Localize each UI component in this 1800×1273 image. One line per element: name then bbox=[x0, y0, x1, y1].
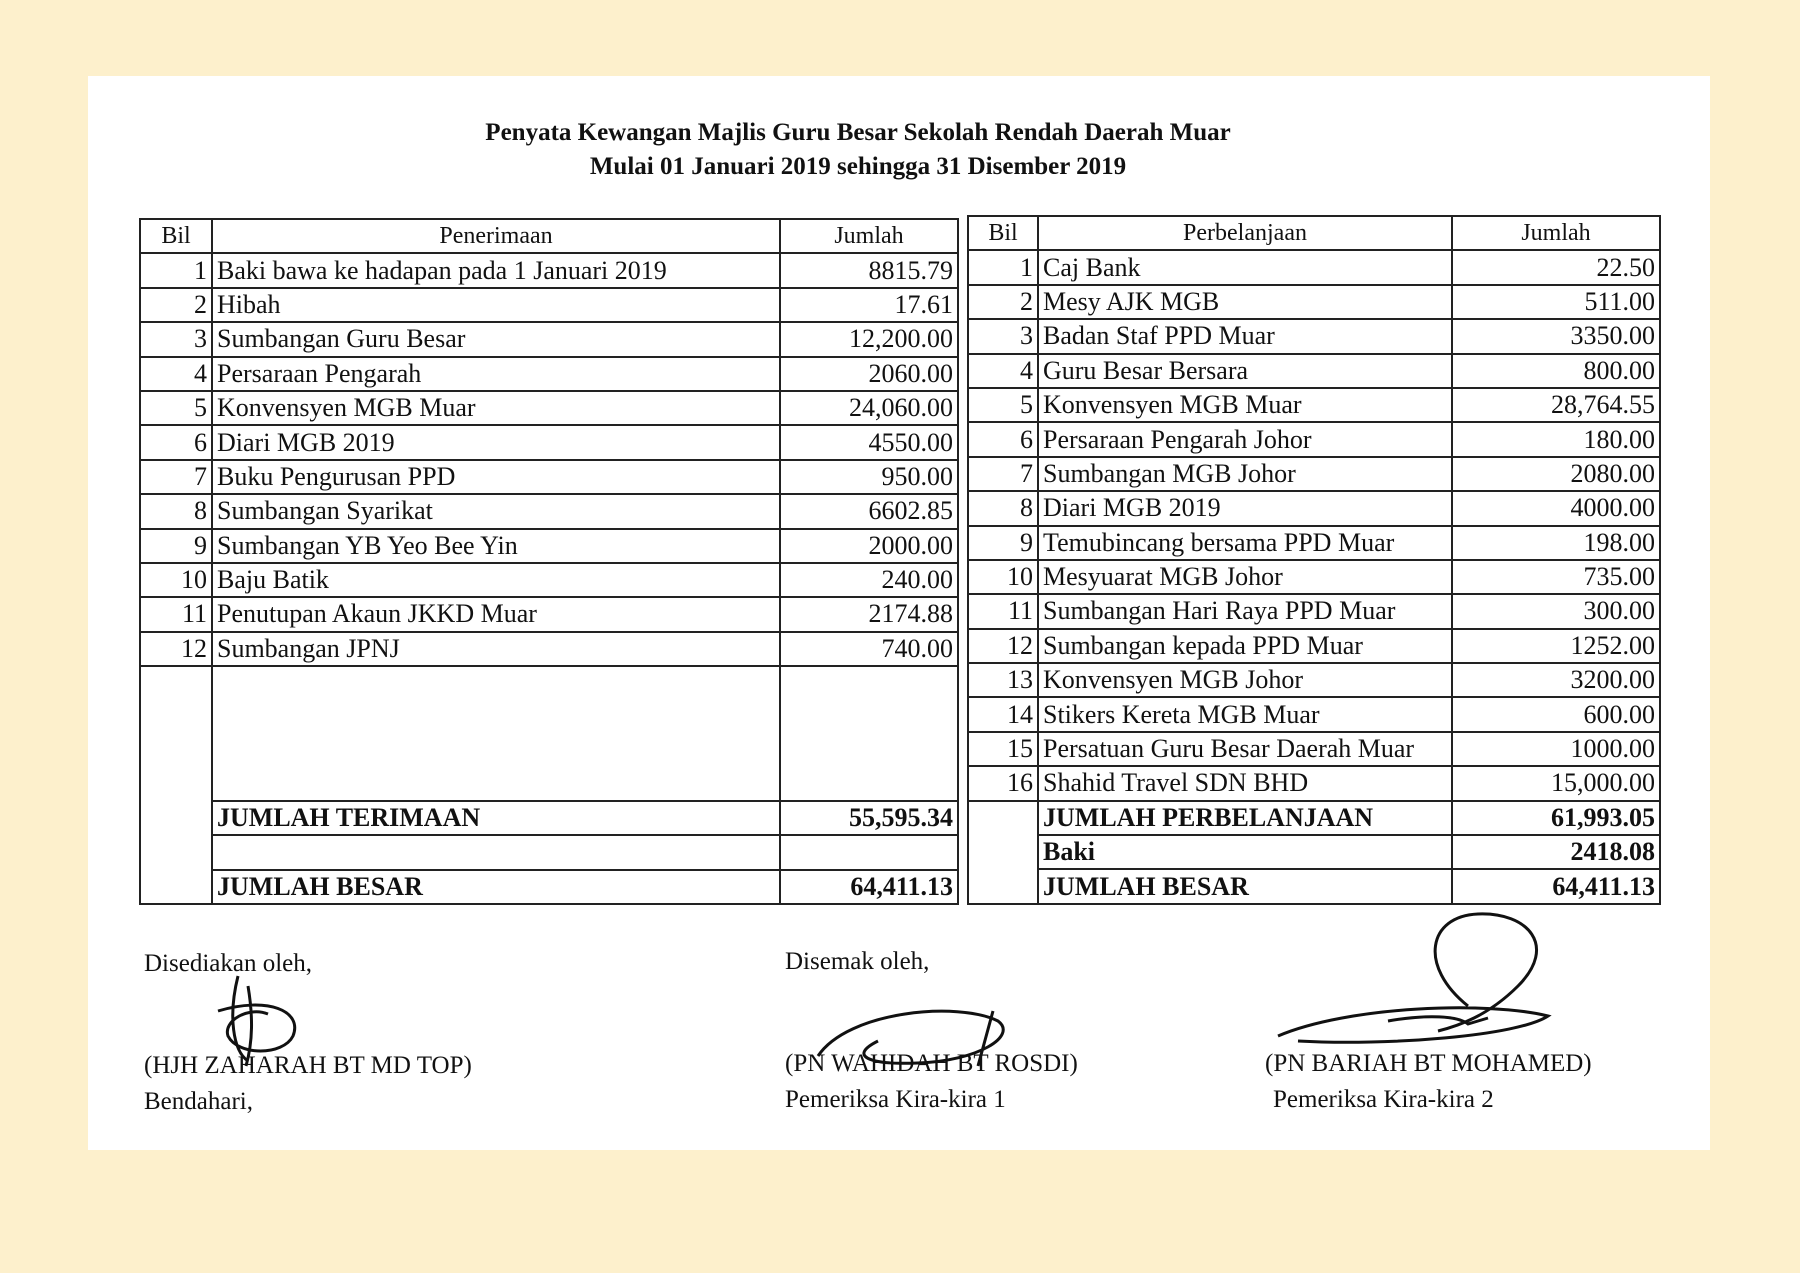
receipts-cell-amount: 17.61 bbox=[780, 288, 958, 322]
expenses-total-label: JUMLAH PERBELANJAAN bbox=[1038, 801, 1452, 835]
prepared-by-role: Bendahari, bbox=[144, 1088, 253, 1115]
receipts-empty-item bbox=[212, 835, 780, 869]
receipts-header-row bbox=[140, 219, 958, 253]
expenses-header-row bbox=[968, 216, 1660, 250]
expenses-row bbox=[968, 457, 1660, 491]
expenses-cell-bil: 1 bbox=[968, 250, 1038, 284]
receipts-total-amount: 55,595.34 bbox=[780, 801, 958, 835]
receipts-cell-amount: 12,200.00 bbox=[780, 322, 958, 356]
expenses-row bbox=[968, 354, 1660, 388]
receipts-blank-amount bbox=[780, 666, 958, 801]
expenses-row bbox=[968, 526, 1660, 560]
expenses-cell-item: Shahid Travel SDN BHD bbox=[1038, 766, 1452, 800]
receipts-cell-item: Penutupan Akaun JKKD Muar bbox=[212, 597, 780, 631]
expenses-grand-label: JUMLAH BESAR bbox=[1038, 869, 1452, 903]
expenses-cell-amount: 15,000.00 bbox=[1452, 766, 1660, 800]
expenses-cell-bil: 15 bbox=[968, 732, 1038, 766]
expenses-cell-amount: 300.00 bbox=[1452, 594, 1660, 628]
receipts-cell-bil: 8 bbox=[140, 494, 212, 528]
receipts-row bbox=[140, 391, 958, 425]
expenses-cell-bil: 2 bbox=[968, 285, 1038, 319]
receipts-cell-item: Sumbangan JPNJ bbox=[212, 632, 780, 666]
expenses-cell-amount: 2080.00 bbox=[1452, 457, 1660, 491]
expenses-table bbox=[967, 215, 1661, 905]
expenses-row bbox=[968, 388, 1660, 422]
receipts-table bbox=[139, 218, 959, 905]
receipts-cell-bil: 4 bbox=[140, 357, 212, 391]
receipts-blank-item bbox=[212, 666, 780, 801]
receipts-cell-amount: 240.00 bbox=[780, 563, 958, 597]
expenses-row bbox=[968, 732, 1660, 766]
receipts-cell-item: Sumbangan Syarikat bbox=[212, 494, 780, 528]
receipts-blank-row bbox=[140, 666, 958, 801]
expenses-cell-bil: 3 bbox=[968, 319, 1038, 353]
expenses-row bbox=[968, 491, 1660, 525]
expenses-cell-bil: 12 bbox=[968, 629, 1038, 663]
receipts-cell-item: Hibah bbox=[212, 288, 780, 322]
expenses-balance-bil bbox=[968, 835, 1038, 869]
expenses-cell-amount: 4000.00 bbox=[1452, 491, 1660, 525]
receipts-row bbox=[140, 253, 958, 287]
expenses-row bbox=[968, 629, 1660, 663]
receipts-cell-item: Konvensyen MGB Muar bbox=[212, 391, 780, 425]
receipts-total-bil bbox=[140, 801, 212, 835]
expenses-grand-amount: 64,411.13 bbox=[1452, 869, 1660, 903]
expenses-row bbox=[968, 766, 1660, 800]
receipts-blank-bil bbox=[140, 666, 212, 801]
receipts-cell-item: Diari MGB 2019 bbox=[212, 425, 780, 459]
checked-by-2-name: (PN BARIAH BT MOHAMED) bbox=[1265, 1050, 1592, 1077]
expenses-cell-item: Mesyuarat MGB Johor bbox=[1038, 560, 1452, 594]
expenses-row bbox=[968, 697, 1660, 731]
expenses-cell-item: Stikers Kereta MGB Muar bbox=[1038, 697, 1452, 731]
expenses-cell-amount: 198.00 bbox=[1452, 526, 1660, 560]
expenses-cell-amount: 735.00 bbox=[1452, 560, 1660, 594]
receipts-cell-item: Persaraan Pengarah bbox=[212, 357, 780, 391]
expenses-cell-bil: 7 bbox=[968, 457, 1038, 491]
checked-by-2-role: Pemeriksa Kira-kira 2 bbox=[1273, 1086, 1494, 1113]
expenses-row bbox=[968, 285, 1660, 319]
expenses-cell-bil: 9 bbox=[968, 526, 1038, 560]
receipts-cell-amount: 24,060.00 bbox=[780, 391, 958, 425]
receipts-cell-bil: 9 bbox=[140, 529, 212, 563]
expenses-cell-amount: 28,764.55 bbox=[1452, 388, 1660, 422]
expenses-cell-item: Sumbangan MGB Johor bbox=[1038, 457, 1452, 491]
receipts-row bbox=[140, 529, 958, 563]
expenses-header-item: Perbelanjaan bbox=[1038, 216, 1452, 250]
expenses-cell-bil: 5 bbox=[968, 388, 1038, 422]
expenses-cell-bil: 6 bbox=[968, 422, 1038, 456]
expenses-cell-item: Badan Staf PPD Muar bbox=[1038, 319, 1452, 353]
expenses-row bbox=[968, 594, 1660, 628]
receipts-header-item: Penerimaan bbox=[212, 219, 780, 253]
receipts-cell-amount: 6602.85 bbox=[780, 494, 958, 528]
expenses-cell-bil: 10 bbox=[968, 560, 1038, 594]
receipts-cell-bil: 11 bbox=[140, 597, 212, 631]
prepared-by-caption: Disediakan oleh, bbox=[144, 950, 313, 977]
expenses-cell-amount: 3200.00 bbox=[1452, 663, 1660, 697]
expenses-cell-item: Konvensyen MGB Johor bbox=[1038, 663, 1452, 697]
expenses-header-bil: Bil bbox=[968, 216, 1038, 250]
receipts-empty-bil bbox=[140, 835, 212, 869]
expenses-total-bil bbox=[968, 801, 1038, 835]
receipts-cell-bil: 2 bbox=[140, 288, 212, 322]
expenses-cell-amount: 600.00 bbox=[1452, 697, 1660, 731]
receipts-row bbox=[140, 322, 958, 356]
expenses-cell-item: Diari MGB 2019 bbox=[1038, 491, 1452, 525]
receipts-cell-bil: 12 bbox=[140, 632, 212, 666]
receipts-cell-item: Baki bawa ke hadapan pada 1 Januari 2019 bbox=[212, 253, 780, 287]
receipts-empty-amount bbox=[780, 835, 958, 869]
document-page bbox=[88, 76, 1710, 1150]
receipts-total-label: JUMLAH TERIMAAN bbox=[212, 801, 780, 835]
expenses-cell-amount: 511.00 bbox=[1452, 285, 1660, 319]
checked-by-2-name-block bbox=[1265, 1046, 1592, 1118]
checked-by-block bbox=[785, 944, 929, 980]
expenses-grand-row bbox=[968, 869, 1660, 903]
receipts-cell-bil: 5 bbox=[140, 391, 212, 425]
receipts-row bbox=[140, 563, 958, 597]
expenses-cell-bil: 11 bbox=[968, 594, 1038, 628]
receipts-row bbox=[140, 632, 958, 666]
expenses-cell-amount: 3350.00 bbox=[1452, 319, 1660, 353]
expenses-balance-label: Baki bbox=[1038, 835, 1452, 869]
expenses-cell-item: Sumbangan Hari Raya PPD Muar bbox=[1038, 594, 1452, 628]
receipts-cell-amount: 8815.79 bbox=[780, 253, 958, 287]
receipts-grand-label: JUMLAH BESAR bbox=[212, 870, 780, 904]
receipts-grand-bil bbox=[140, 870, 212, 904]
expenses-cell-amount: 800.00 bbox=[1452, 354, 1660, 388]
expenses-cell-bil: 16 bbox=[968, 766, 1038, 800]
expenses-grand-bil bbox=[968, 869, 1038, 903]
receipts-cell-amount: 2174.88 bbox=[780, 597, 958, 631]
checked-by-name-block bbox=[785, 1046, 1078, 1118]
receipts-grand-row bbox=[140, 870, 958, 904]
title-line-2: Mulai 01 Januari 2019 sehingga 31 Disember 2019 bbox=[589, 153, 1127, 180]
expenses-total-row bbox=[968, 801, 1660, 835]
expenses-cell-item: Konvensyen MGB Muar bbox=[1038, 388, 1452, 422]
receipts-total-row bbox=[140, 801, 958, 835]
receipts-header-amount: Jumlah bbox=[780, 219, 958, 253]
expenses-cell-amount: 1252.00 bbox=[1452, 629, 1660, 663]
expenses-row bbox=[968, 422, 1660, 456]
receipts-row bbox=[140, 494, 958, 528]
expenses-balance-row bbox=[968, 835, 1660, 869]
receipts-cell-bil: 10 bbox=[140, 563, 212, 597]
receipts-cell-amount: 950.00 bbox=[780, 460, 958, 494]
receipts-cell-bil: 7 bbox=[140, 460, 212, 494]
expenses-cell-item: Sumbangan kepada PPD Muar bbox=[1038, 629, 1452, 663]
checked-by-role: Pemeriksa Kira-kira 1 bbox=[785, 1086, 1006, 1113]
expenses-row bbox=[968, 319, 1660, 353]
expenses-row bbox=[968, 663, 1660, 697]
expenses-row bbox=[968, 250, 1660, 284]
receipts-row bbox=[140, 288, 958, 322]
expenses-cell-item: Temubincang bersama PPD Muar bbox=[1038, 526, 1452, 560]
expenses-balance-amount: 2418.08 bbox=[1452, 835, 1660, 869]
receipts-row bbox=[140, 460, 958, 494]
expenses-header-amount: Jumlah bbox=[1452, 216, 1660, 250]
receipts-grand-amount: 64,411.13 bbox=[780, 870, 958, 904]
expenses-row bbox=[968, 560, 1660, 594]
receipts-header-bil: Bil bbox=[140, 219, 212, 253]
expenses-cell-amount: 22.50 bbox=[1452, 250, 1660, 284]
checked-by-caption: Disemak oleh, bbox=[785, 948, 930, 975]
expenses-cell-item: Persaraan Pengarah Johor bbox=[1038, 422, 1452, 456]
receipts-cell-item: Baju Batik bbox=[212, 563, 780, 597]
receipts-cell-bil: 6 bbox=[140, 425, 212, 459]
checked-by-name: (PN WAHIDAH BT ROSDI) bbox=[785, 1050, 1078, 1077]
title-line-1: Penyata Kewangan Majlis Guru Besar Sekolah Rendah Daerah Muar bbox=[485, 119, 1231, 146]
receipts-cell-item: Sumbangan Guru Besar bbox=[212, 322, 780, 356]
receipts-cell-bil: 3 bbox=[140, 322, 212, 356]
receipts-cell-amount: 740.00 bbox=[780, 632, 958, 666]
expenses-cell-bil: 13 bbox=[968, 663, 1038, 697]
receipts-row bbox=[140, 357, 958, 391]
expenses-cell-bil: 8 bbox=[968, 491, 1038, 525]
receipts-empty-row bbox=[140, 835, 958, 869]
receipts-cell-item: Sumbangan YB Yeo Bee Yin bbox=[212, 529, 780, 563]
expenses-cell-item: Mesy AJK MGB bbox=[1038, 285, 1452, 319]
prepared-by-name: (HJH ZAHARAH BT MD TOP) bbox=[144, 1052, 472, 1079]
receipts-cell-amount: 2060.00 bbox=[780, 357, 958, 391]
receipts-cell-amount: 2000.00 bbox=[780, 529, 958, 563]
prepared-by-name-block bbox=[144, 1048, 472, 1120]
receipts-cell-bil: 1 bbox=[140, 253, 212, 287]
expenses-cell-bil: 4 bbox=[968, 354, 1038, 388]
expenses-cell-item: Guru Besar Bersara bbox=[1038, 354, 1452, 388]
receipts-cell-item: Buku Pengurusan PPD bbox=[212, 460, 780, 494]
expenses-cell-item: Persatuan Guru Besar Daerah Muar bbox=[1038, 732, 1452, 766]
expenses-cell-item: Caj Bank bbox=[1038, 250, 1452, 284]
document-title bbox=[88, 116, 1628, 184]
expenses-cell-amount: 180.00 bbox=[1452, 422, 1660, 456]
expenses-cell-amount: 1000.00 bbox=[1452, 732, 1660, 766]
receipts-cell-amount: 4550.00 bbox=[780, 425, 958, 459]
receipts-row bbox=[140, 597, 958, 631]
expenses-cell-bil: 14 bbox=[968, 697, 1038, 731]
receipts-row bbox=[140, 425, 958, 459]
expenses-total-amount: 61,993.05 bbox=[1452, 801, 1660, 835]
